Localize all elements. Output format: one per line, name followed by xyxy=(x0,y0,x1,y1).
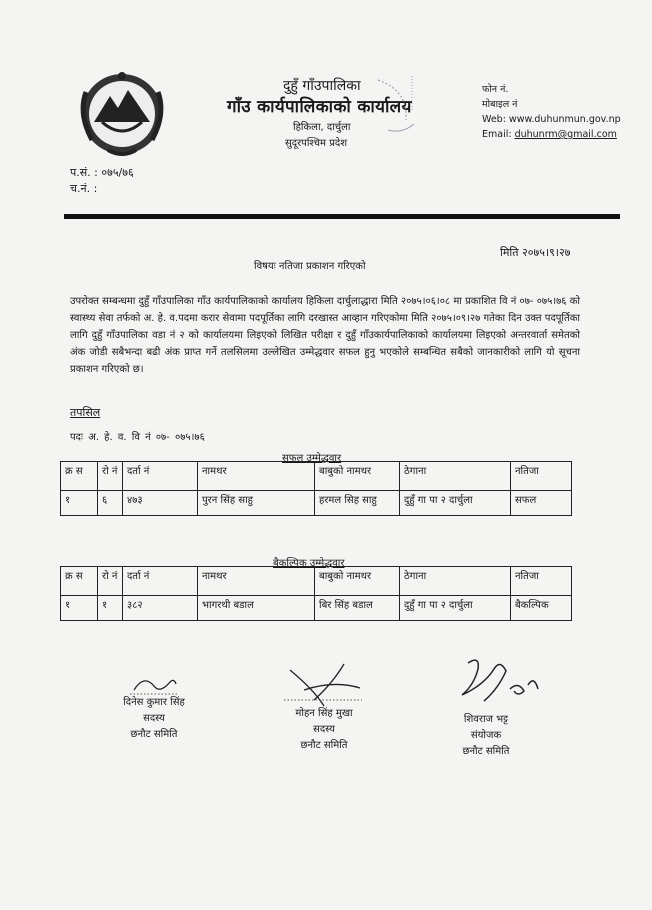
government-emblem-logo xyxy=(72,62,172,162)
column-header: दर्ता नं xyxy=(123,567,198,596)
table-cell: दुहुँ गा पा २ दार्चुला xyxy=(400,491,511,516)
website-text: Web: www.duhunmun.gov.np xyxy=(482,114,621,125)
header-divider xyxy=(64,214,620,219)
table-cell: १ xyxy=(61,491,98,516)
column-header: नतिजा xyxy=(511,567,572,596)
table-cell: हरमल सिह साहु xyxy=(315,491,400,516)
column-header: क्र स xyxy=(61,462,98,491)
successful-candidates-caption: सफल उम्मेद्धवार xyxy=(282,453,342,464)
alternate-candidates-table xyxy=(60,566,572,621)
table-cell: ४७३ xyxy=(123,491,198,516)
column-header: बाबुको नामथर xyxy=(315,462,400,491)
column-header: रो नं xyxy=(98,462,123,491)
signatory-2 xyxy=(278,706,370,754)
official-stamp-mark xyxy=(368,70,418,150)
column-header: नामथर xyxy=(198,462,315,491)
signatory-role: सदस्य xyxy=(143,713,165,724)
column-header: क्र स xyxy=(61,567,98,596)
alternate-candidates-caption: बैकल्पिक उम्मेद्धवार xyxy=(273,558,345,569)
table-header-row xyxy=(61,462,572,491)
table-row xyxy=(61,596,572,621)
letter-body: उपरोक्त सम्बन्धमा दुहुँ गाँउपालिका गाँउ कार्यपालिकाको कार्यालय हिकिला दार्चुलाद्धारा मिति २०७५।०६।०८ मा प्रकाशित वि नं ०७- ०७५।७६ को स्वास्थ्य सेवा तर्फको अ. हे. व.पदमा करार सेवामा पदपूर्तिका लागि दरखास्त आव्हान गरिएकोमा मिति २०७५।०९।२७ गतेका दिन उक्त पदपूर्तिका लागि दुहुँ गाँउपालिका वडा नं २ को कार्यालयमा लिइएको लिखित परीक्षा र दुहुँ गाँउकार्यपालिकाको कार्यालयमा लिइएको अन्तरवार्ता समेतको अंक जोडी सबैभन्दा बढी अंक प्राप्त गर्ने तलसिलमा उल्लेखित उम्मेद्धवार सफल हुनु भएकोले सम्बन्धित सबैको जानकारीको लागि यो सूचना प्रकाशन गरिएको छ। xyxy=(70,296,580,375)
signatory-3 xyxy=(446,712,526,760)
signatory-name: शिवराज भट्ट xyxy=(463,714,509,725)
signatory-1 xyxy=(104,695,204,743)
column-header: नतिजा xyxy=(511,462,572,491)
province-name: सुदूरपश्चिम प्रदेश xyxy=(285,138,347,149)
table-cell: दुहुँ गा पा २ दार्चुला xyxy=(400,596,511,621)
table-cell: ६ xyxy=(98,491,123,516)
signatory-committee: छनौट समिति xyxy=(462,746,510,757)
column-header: ठेगाना xyxy=(400,462,511,491)
signatory-name: दिनेस कुमार सिंह xyxy=(123,697,185,708)
contact-block xyxy=(482,82,621,142)
signature-mark xyxy=(284,660,364,710)
email-link[interactable]: duhunrm@gmail.com xyxy=(514,129,617,140)
table-cell: पुरन सिंह साहु xyxy=(198,491,315,516)
phone-label: फोन नं. xyxy=(482,84,509,95)
column-header: बाबुको नामथर xyxy=(315,567,400,596)
reference-block xyxy=(70,165,134,197)
details-heading: तपसिल xyxy=(70,406,101,419)
email-label: Email: xyxy=(482,129,515,140)
letter-serial-number: प.सं. : ०७५/७६ xyxy=(70,166,134,179)
office-address: हिकिला, दार्चुला xyxy=(293,122,351,133)
signatory-committee: छनौट समिति xyxy=(130,729,178,740)
mobile-label: मोबाइल नं xyxy=(482,99,518,110)
table-cell: १ xyxy=(61,596,98,621)
post-detail: पदः अ. हे. व. वि नं ०७- ०७५।७६ xyxy=(70,432,205,443)
table-row xyxy=(61,491,572,516)
signatory-role: संयोजक xyxy=(470,730,502,741)
signatory-committee: छनौट समिति xyxy=(300,740,348,751)
office-name: गाँउ कार्यपालिकाको कार्यालय xyxy=(227,97,412,117)
table-cell: बैकल्पिक xyxy=(511,596,572,621)
table-cell: १ xyxy=(98,596,123,621)
table-header-row xyxy=(61,567,572,596)
column-header: ठेगाना xyxy=(400,567,511,596)
table-cell: भागरथी बडाल xyxy=(198,596,315,621)
column-header: रो नं xyxy=(98,567,123,596)
signatory-role: सदस्य xyxy=(313,724,335,735)
dispatch-number: च.नं. : xyxy=(70,182,98,195)
table-cell: ३८२ xyxy=(123,596,198,621)
letter-subject: विषयः नतिजा प्रकाशन गरिएको xyxy=(254,261,366,272)
successful-candidates-table xyxy=(60,461,572,516)
table-cell: सफल xyxy=(511,491,572,516)
signature-mark xyxy=(454,655,544,711)
municipality-name: दुहुँ गाँउपालिका xyxy=(283,78,361,94)
column-header: नामथर xyxy=(198,567,315,596)
table-cell: बिर सिंह बडाल xyxy=(315,596,400,621)
column-header: दर्ता नं xyxy=(123,462,198,491)
signatory-name: मोहन सिंह मुखा xyxy=(295,708,353,719)
letter-date: मिति २०७५।९।२७ xyxy=(500,246,571,259)
